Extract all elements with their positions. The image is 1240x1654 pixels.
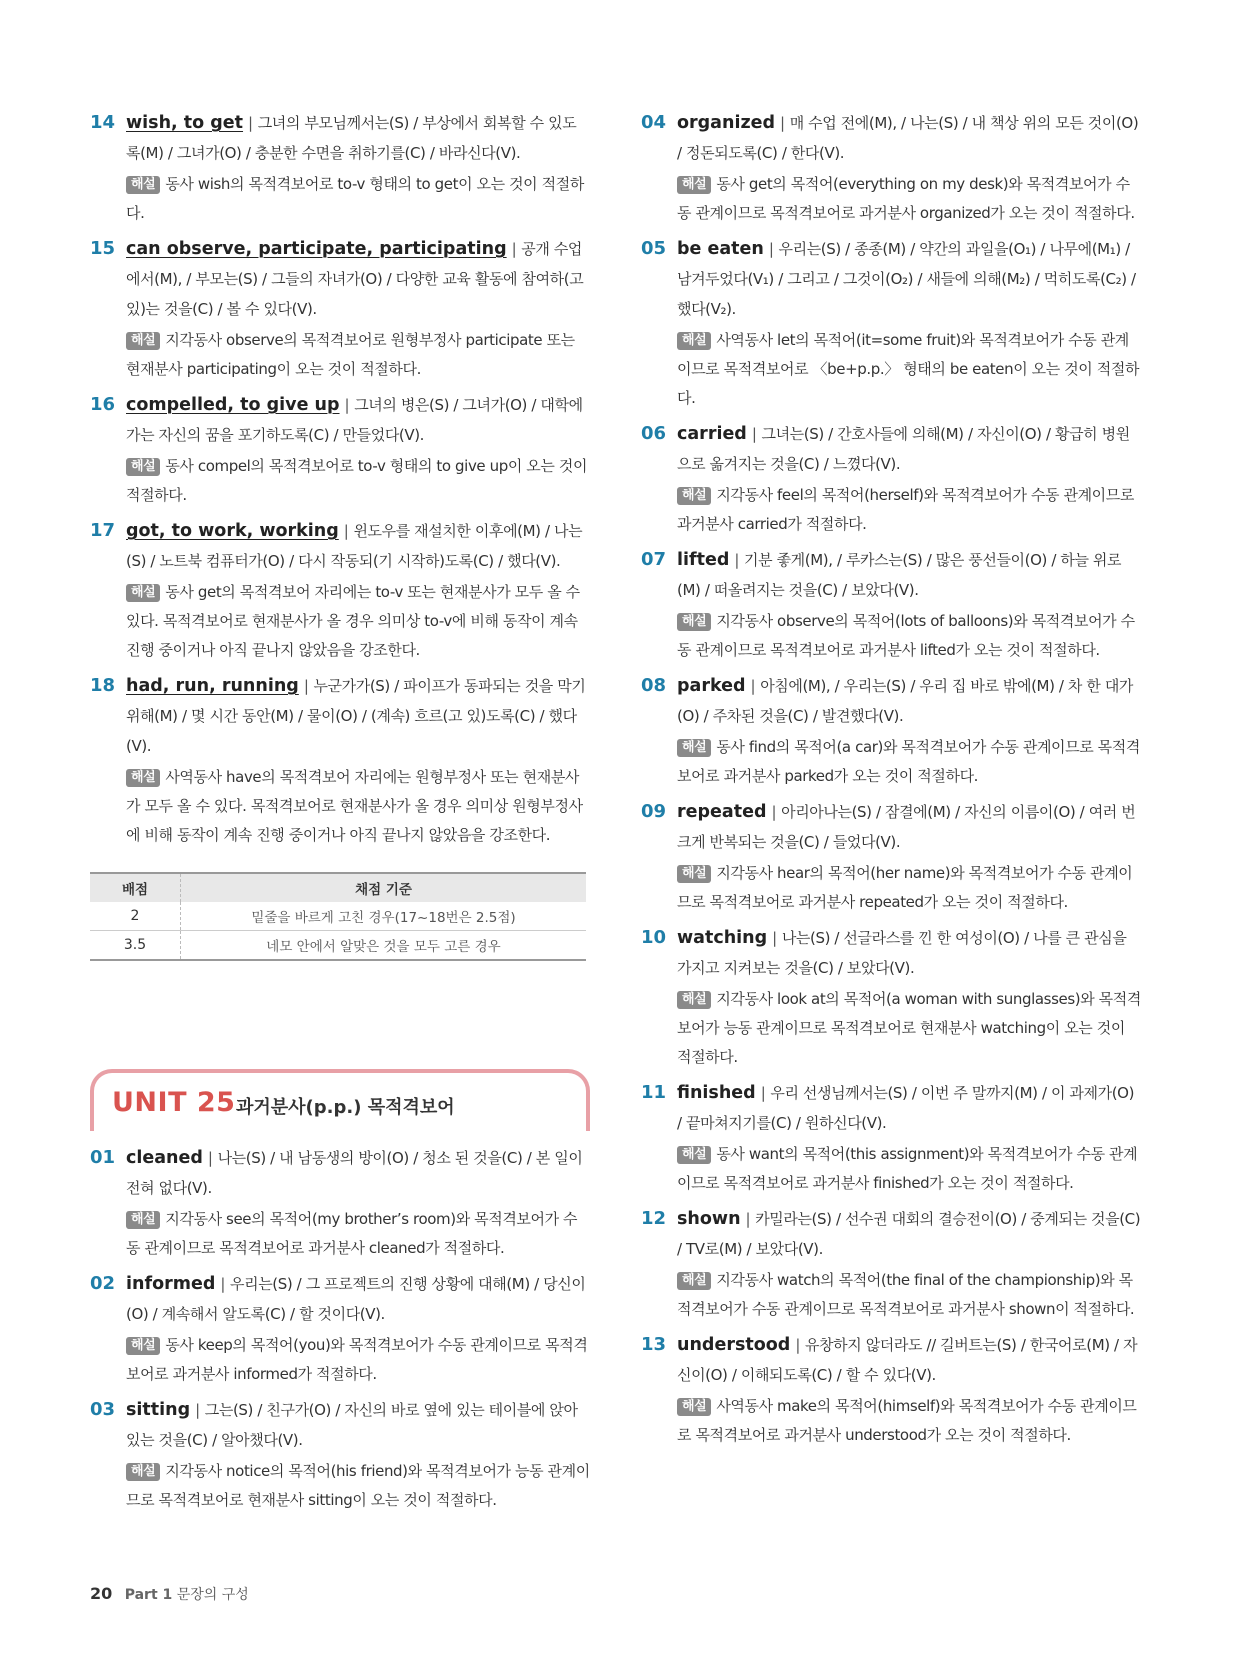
item-translation: 아침에(M), / 우리는(S) / 우리 집 바로 밖에(M) / 차 한 대가(O) / 주차된 것을(C) / 발견했다(V). [677,677,1134,725]
item-number: 11 [641,1082,667,1103]
separator-bar: | [772,929,777,947]
answer-item [641,419,1141,539]
answer-item [641,1204,1141,1324]
item-translation: 누군가가(S) / 파이프가 동파되는 것을 막기 위해(M) / 몇 시간 동안(M) / 물이(O) / (계속) 흐르(고 있)도록(C) / 했다(V). [126,677,586,755]
separator-bar: | [207,1149,213,1167]
table-row [90,931,586,961]
item-explanation [126,763,590,850]
item-translation: 나는(S) / 선글라스를 낀 한 여성이(O) / 나를 큰 관심을 가지고 지켜보는 것을(C) / 보았다(V). [677,929,1127,977]
answer-item [641,234,1141,413]
item-answer: shown [677,1209,741,1229]
item-answer: informed [126,1274,216,1294]
explanation-tag: 해설 [677,1272,711,1290]
item-explanation [677,1266,1141,1324]
item-answer-line [677,1078,1141,1138]
item-answer-line [677,671,1141,731]
separator-bar: | [768,240,774,258]
explanation-text: 사역동사 let의 목적어(it=some fruit)와 목적격보어가 수동 관계이므로 목적격보어로 〈be+p.p.〉 형태의 be eaten이 오는 것이 적절하다. [677,331,1140,407]
item-explanation [677,859,1141,917]
item-answer: wish, to get [126,113,244,133]
item-answer: watching [677,928,768,948]
item-number: 05 [641,238,667,259]
item-answer: finished [677,1083,756,1103]
separator-bar: | [511,240,517,258]
explanation-tag: 해설 [126,458,160,476]
answer-item [641,923,1141,1072]
separator-bar: | [303,677,309,695]
unit-subtitle: 과거분사(p.p.) 목적격보어 [236,1097,455,1118]
explanation-text: 동사 compel의 목적격보어로 to-v 형태의 to give up이 오는 것이 적절하다. [126,457,588,504]
separator-bar: | [734,551,740,569]
item-explanation [126,1331,590,1389]
left-column [90,108,590,1521]
explanation-tag: 해설 [126,584,160,602]
separator-bar: | [780,114,785,132]
answer-item [641,545,1141,665]
explanation-tag: 해설 [677,1146,711,1164]
explanation-tag: 해설 [126,1211,160,1229]
explanation-text: 사역동사 make의 목적어(himself)와 목적격보어가 수동 관계이므로 목적격보어로 과거분사 understood가 오는 것이 적절하다. [677,1397,1137,1444]
item-number: 12 [641,1208,667,1229]
explanation-text: 동사 wish의 목적격보어로 to-v 형태의 to get이 오는 것이 적절하다. [126,175,584,222]
item-answer-line [677,419,1141,479]
explanation-tag: 해설 [126,769,160,787]
item-explanation [677,985,1141,1072]
item-answer: had, run, running [126,676,299,696]
answer-item [90,390,590,510]
answer-item [90,516,590,665]
item-answer-line [126,234,590,324]
item-number: 06 [641,423,667,444]
score-header-points: 배점 [90,873,181,902]
item-translation: 우리는(S) / 그 프로젝트의 진행 상황에 대해(M) / 당신이(O) / 계속해서 알도록(C) / 할 것이다(V). [126,1275,586,1323]
explanation-tag: 해설 [677,865,711,883]
footer-part: Part 1 [124,1587,173,1603]
table-row [90,902,586,931]
explanation-tag: 해설 [126,176,160,194]
explanation-tag: 해설 [126,332,160,350]
answer-item [90,234,590,384]
score-criteria: 네모 안에서 알맞은 것을 모두 고른 경우 [181,931,587,961]
item-explanation [126,1205,590,1263]
explanation-text: 지각동사 look at의 목적어(a woman with sunglasses)와 목적격보어가 능동 관계이므로 목적격보어로 현재분사 watching이 오는 것이 적절하다. [677,990,1141,1066]
item-number: 09 [641,801,667,822]
item-number: 16 [90,394,116,415]
score-header-criteria: 채점 기준 [181,873,587,902]
item-answer-line [677,923,1141,983]
item-answer: repeated [677,802,767,822]
item-explanation [677,1392,1141,1450]
footer-section: 문장의 구성 [176,1587,249,1603]
item-answer-line [677,1330,1141,1390]
item-number: 13 [641,1334,667,1355]
explanation-text: 동사 want의 목적어(this assignment)와 목적격보어가 수동 관계이므로 목적격보어로 과거분사 finished가 오는 것이 적절하다. [677,1145,1138,1192]
item-explanation [677,607,1141,665]
item-answer-line [126,1395,590,1455]
item-translation: 우리는(S) / 종종(M) / 약간의 과일을(O₁) / 나무에(M₁) / 남겨두었다(V₁) / 그리고 / 그것이(O₂) / 새들에 의해(M₂) / 먹히도록(C₂) / 했다(V₂). [677,240,1136,318]
item-answer: lifted [677,550,730,570]
item-answer: carried [677,424,747,444]
explanation-tag: 해설 [677,332,711,350]
item-translation: 그녀는(S) / 간호사들에 의해(M) / 자신이(O) / 황급히 병원으로 옮겨지는 것을(C) / 느꼈다(V). [677,425,1130,473]
score-points: 2 [90,902,181,931]
item-answer-line [677,545,1141,605]
item-translation: 나는(S) / 내 남동생의 방이(O) / 청소 된 것을(C) / 본 일이 전혀 없다(V). [126,1149,583,1197]
item-answer-line [677,797,1141,857]
explanation-text: 지각동사 observe의 목적격보어로 원형부정사 participate 또는 현재분사 participating이 오는 것이 적절하다. [126,331,575,378]
item-translation: 기분 좋게(M), / 루카스는(S) / 많은 풍선들이(O) / 하늘 위로(M) / 떠올려지는 것을(C) / 보았다(V). [677,551,1122,599]
separator-bar: | [343,522,349,540]
item-explanation [126,578,590,665]
answer-item [90,1395,590,1515]
explanation-tag: 해설 [677,176,711,194]
item-answer: can observe, participate, participating [126,239,507,259]
explanation-tag: 해설 [126,1463,160,1481]
item-number: 14 [90,112,116,133]
explanation-tag: 해설 [126,1337,160,1355]
explanation-text: 지각동사 feel의 목적어(herself)와 목적격보어가 수동 관계이므로 과거분사 carried가 적절하다. [677,486,1134,533]
answer-item [641,108,1141,228]
unit-header [90,1069,590,1131]
score-points: 3.5 [90,931,181,961]
explanation-text: 사역동사 have의 목적격보어 자리에는 원형부정사 또는 현재분사가 모두 올 수 있다. 목적격보어로 현재분사가 올 경우 의미상 원형부정사에 비해 동작이 계속 진행 중이거나 아직 끝나지 않았음을 강조한다. [126,768,583,844]
explanation-tag: 해설 [677,1398,711,1416]
item-answer: sitting [126,1400,191,1420]
left-items-list [90,108,590,850]
item-translation: 그녀의 부모님께서는(S) / 부상에서 회복할 수 있도록(M) / 그녀가(O) / 충분한 수면을 취하기를(C) / 바라신다(V). [126,114,577,162]
item-number: 17 [90,520,116,541]
item-translation: 아리아나는(S) / 잠결에(M) / 자신의 이름이(O) / 여러 번 크게 반복되는 것을(C) / 들었다(V). [677,803,1136,851]
separator-bar: | [248,114,253,132]
answer-item [90,1143,590,1263]
separator-bar: | [771,803,777,821]
explanation-text: 지각동사 see의 목적어(my brother’s room)와 목적격보어가 수동 관계이므로 목적격보어로 과거분사 cleaned가 적절하다. [126,1210,578,1257]
item-number: 18 [90,675,116,696]
item-number: 02 [90,1273,116,1294]
item-number: 01 [90,1147,116,1168]
item-number: 04 [641,112,667,133]
item-translation: 카밀라는(S) / 선수권 대회의 결승전이(O) / 중계되는 것을(C) / TV로(M) / 보았다(V). [677,1210,1141,1258]
item-translation: 매 수업 전에(M), / 나는(S) / 내 책상 위의 모든 것이(O) / 정돈되도록(C) / 한다(V). [677,114,1139,162]
answer-item [641,671,1141,791]
item-translation: 공개 수업에서(M), / 부모는(S) / 그들의 자녀가(O) / 다양한 교육 활동에 참여하(고 있)는 것을(C) / 볼 수 있다(V). [126,240,584,318]
explanation-text: 동사 keep의 목적어(you)와 목적격보어가 수동 관계이므로 목적격보어로 과거분사 informed가 적절하다. [126,1336,588,1383]
explanation-text: 동사 find의 목적어(a car)와 목적격보어가 수동 관계이므로 목적격보어로 과거분사 parked가 오는 것이 적절하다. [677,738,1140,785]
item-answer-line [677,108,1141,168]
separator-bar: | [745,1210,751,1228]
explanation-text: 동사 get의 목적격보어 자리에는 to-v 또는 현재분사가 모두 올 수 있다. 목적격보어로 현재분사가 올 경우 의미상 to-v에 비해 동작이 계속 진행 중이거나 아직 끝나지 않았음을 강조한다. [126,583,580,659]
separator-bar: | [760,1084,766,1102]
item-answer-line [126,390,590,450]
item-number: 07 [641,549,667,570]
separator-bar: | [220,1275,226,1293]
item-answer: cleaned [126,1148,203,1168]
item-translation: 윈도우를 재설치한 이후에(M) / 나는(S) / 노트북 컴퓨터가(O) / 다시 작동되(기 시작하)도록(C) / 했다(V). [126,522,583,570]
item-answer-line [677,1204,1141,1264]
item-answer-line [126,108,590,168]
item-explanation [677,1140,1141,1198]
separator-bar: | [750,677,756,695]
item-translation: 우리 선생님께서는(S) / 이번 주 말까지(M) / 이 과제가(O) / 끝마쳐지기를(C) / 원하신다(V). [677,1084,1135,1132]
item-explanation [126,326,590,384]
separator-bar: | [795,1336,800,1354]
separator-bar: | [344,396,350,414]
item-answer: got, to work, working [126,521,339,541]
item-answer-line [677,234,1141,324]
item-answer-line [126,1143,590,1203]
item-translation: 유창하지 않더라도 // 길버트는(S) / 한국어로(M) / 자신이(O) / 이해되도록(C) / 할 수 있다(V). [677,1336,1138,1384]
item-answer: be eaten [677,239,764,259]
answer-item [90,671,590,850]
item-number: 03 [90,1399,116,1420]
score-table [90,872,586,961]
item-explanation [677,481,1141,539]
explanation-text: 동사 get의 목적어(everything on my desk)와 목적격보어가 수동 관계이므로 목적격보어로 과거분사 organized가 오는 것이 적절하다. [677,175,1135,222]
item-explanation [126,170,590,228]
separator-bar: | [751,425,757,443]
explanation-tag: 해설 [677,487,711,505]
item-number: 08 [641,675,667,696]
score-criteria: 밑줄을 바르게 고친 경우(17~18번은 2.5점) [181,902,587,931]
item-explanation [677,170,1141,228]
unit-title: UNIT 25 [112,1087,236,1118]
item-answer-line [126,516,590,576]
answer-item [641,1078,1141,1198]
answer-item [641,1330,1141,1450]
item-number: 15 [90,238,116,259]
item-answer: understood [677,1335,791,1355]
right-items-list [641,108,1141,1450]
answer-item [641,797,1141,917]
item-answer: compelled, to give up [126,395,340,415]
explanation-tag: 해설 [677,613,711,631]
item-translation: 그녀의 병은(S) / 그녀가(O) / 대학에 가는 자신의 꿈을 포기하도록(C) / 만들었다(V). [126,396,583,444]
item-explanation [677,733,1141,791]
item-answer-line [126,1269,590,1329]
right-column [641,108,1141,1456]
item-translation: 그는(S) / 친구가(O) / 자신의 바로 옆에 있는 테이블에 앉아 있는 것을(C) / 알아챘다(V). [126,1401,578,1449]
page-footer [90,1584,249,1604]
item-number: 10 [641,927,667,948]
item-answer: parked [677,676,746,696]
answer-item [90,1269,590,1389]
item-explanation [677,326,1141,413]
explanation-tag: 해설 [677,991,711,1009]
separator-bar: | [195,1401,200,1419]
item-explanation [126,1457,590,1515]
explanation-text: 지각동사 observe의 목적어(lots of balloons)와 목적격보어가 수동 관계이므로 목적격보어로 과거분사 lifted가 오는 것이 적절하다. [677,612,1135,659]
item-answer: organized [677,113,776,133]
explanation-text: 지각동사 watch의 목적어(the final of the championship)와 목적격보어가 수동 관계이므로 목적격보어로 과거분사 shown이 적절하다. [677,1271,1135,1318]
unit-items-list [90,1143,590,1515]
answer-item [90,108,590,228]
item-answer-line [126,671,590,761]
explanation-text: 지각동사 hear의 목적어(her name)와 목적격보어가 수동 관계이므로 목적격보어로 과거분사 repeated가 오는 것이 적절하다. [677,864,1133,911]
explanation-text: 지각동사 notice의 목적어(his friend)와 목적격보어가 능동 관계이므로 목적격보어로 현재분사 sitting이 오는 것이 적절하다. [126,1462,590,1509]
explanation-tag: 해설 [677,739,711,757]
item-explanation [126,452,590,510]
page-number: 20 [90,1584,113,1603]
